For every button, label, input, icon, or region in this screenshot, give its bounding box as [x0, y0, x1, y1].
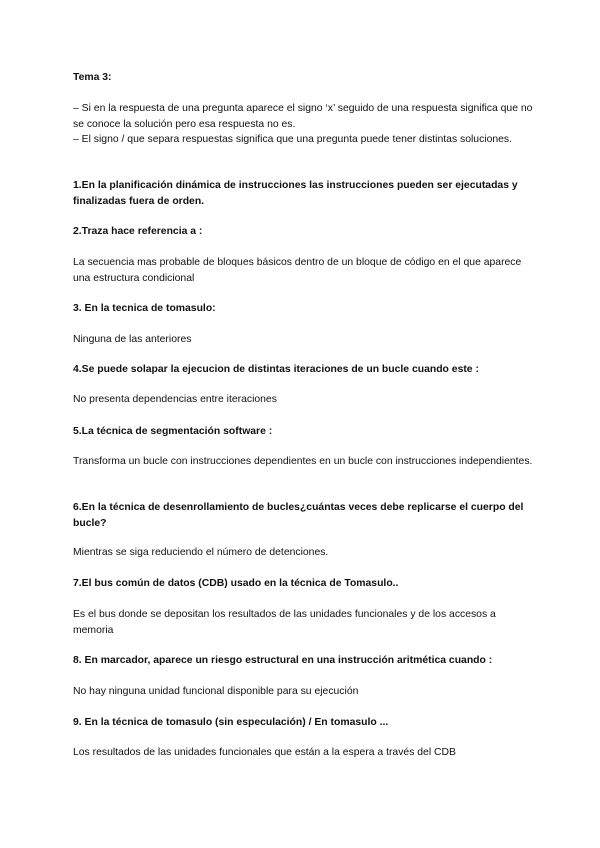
answer-9: Los resultados de las unidades funcionales que están a la espera a través del CDB	[73, 747, 456, 758]
question-3: 3. En la tecnica de tomasulo:	[73, 303, 216, 314]
question-7: 7.El bus común de datos (CDB) usado en la técnica de Tomasulo..	[73, 578, 399, 589]
question-8: 8. En marcador, aparece un riesgo estructural en una instrucción aritmética cuando :	[73, 655, 493, 666]
question-9: 9. En la técnica de tomasulo (sin especulación) / En tomasulo ...	[73, 717, 389, 728]
answer-2: La secuencia mas probable de bloques básicos dentro de un bloque de código en el que aparece una estructura condicional	[73, 257, 522, 284]
answer-7: Es el bus donde se depositan los resultados de las unidades funcionales y de los accesos a memoria	[73, 609, 496, 636]
question-4: 4.Se puede solapar la ejecucion de distintas iteraciones de un bucle cuando este :	[73, 364, 479, 375]
question-2: 2.Traza hace referencia a :	[73, 226, 203, 237]
question-6: 6.En la técnica de desenrollamiento de bucles¿cuántas veces debe replicarse el cuerpo del bucle?	[73, 502, 524, 529]
page-title: Tema 3:	[73, 72, 112, 83]
question-5: 5.La técnica de segmentación software :	[73, 426, 273, 437]
statement-1: 1.En la planificación dinámica de instrucciones las instrucciones pueden ser ejecutadas y finalizadas fuera de orden.	[73, 180, 518, 207]
answer-3: Ninguna de las anteriores	[73, 334, 192, 345]
answer-8: No hay ninguna unidad funcional disponible para su ejecución	[73, 686, 359, 697]
answer-6: Mientras se siga reduciendo el número de detenciones.	[73, 547, 329, 558]
note-x-sign: – Si en la respuesta de una pregunta aparece el signo ‘x’ seguido de una respuesta significa que no se conoce la solución pero esa respuesta no es.	[73, 103, 533, 130]
answer-5: Transforma un bucle con instrucciones dependientes en un bucle con instrucciones independientes.	[73, 456, 533, 467]
note-slash-sign: – El signo / que separa respuestas significa que una pregunta puede tener distintas soluciones.	[73, 134, 513, 145]
answer-4: No presenta dependencias entre iteraciones	[73, 394, 277, 405]
